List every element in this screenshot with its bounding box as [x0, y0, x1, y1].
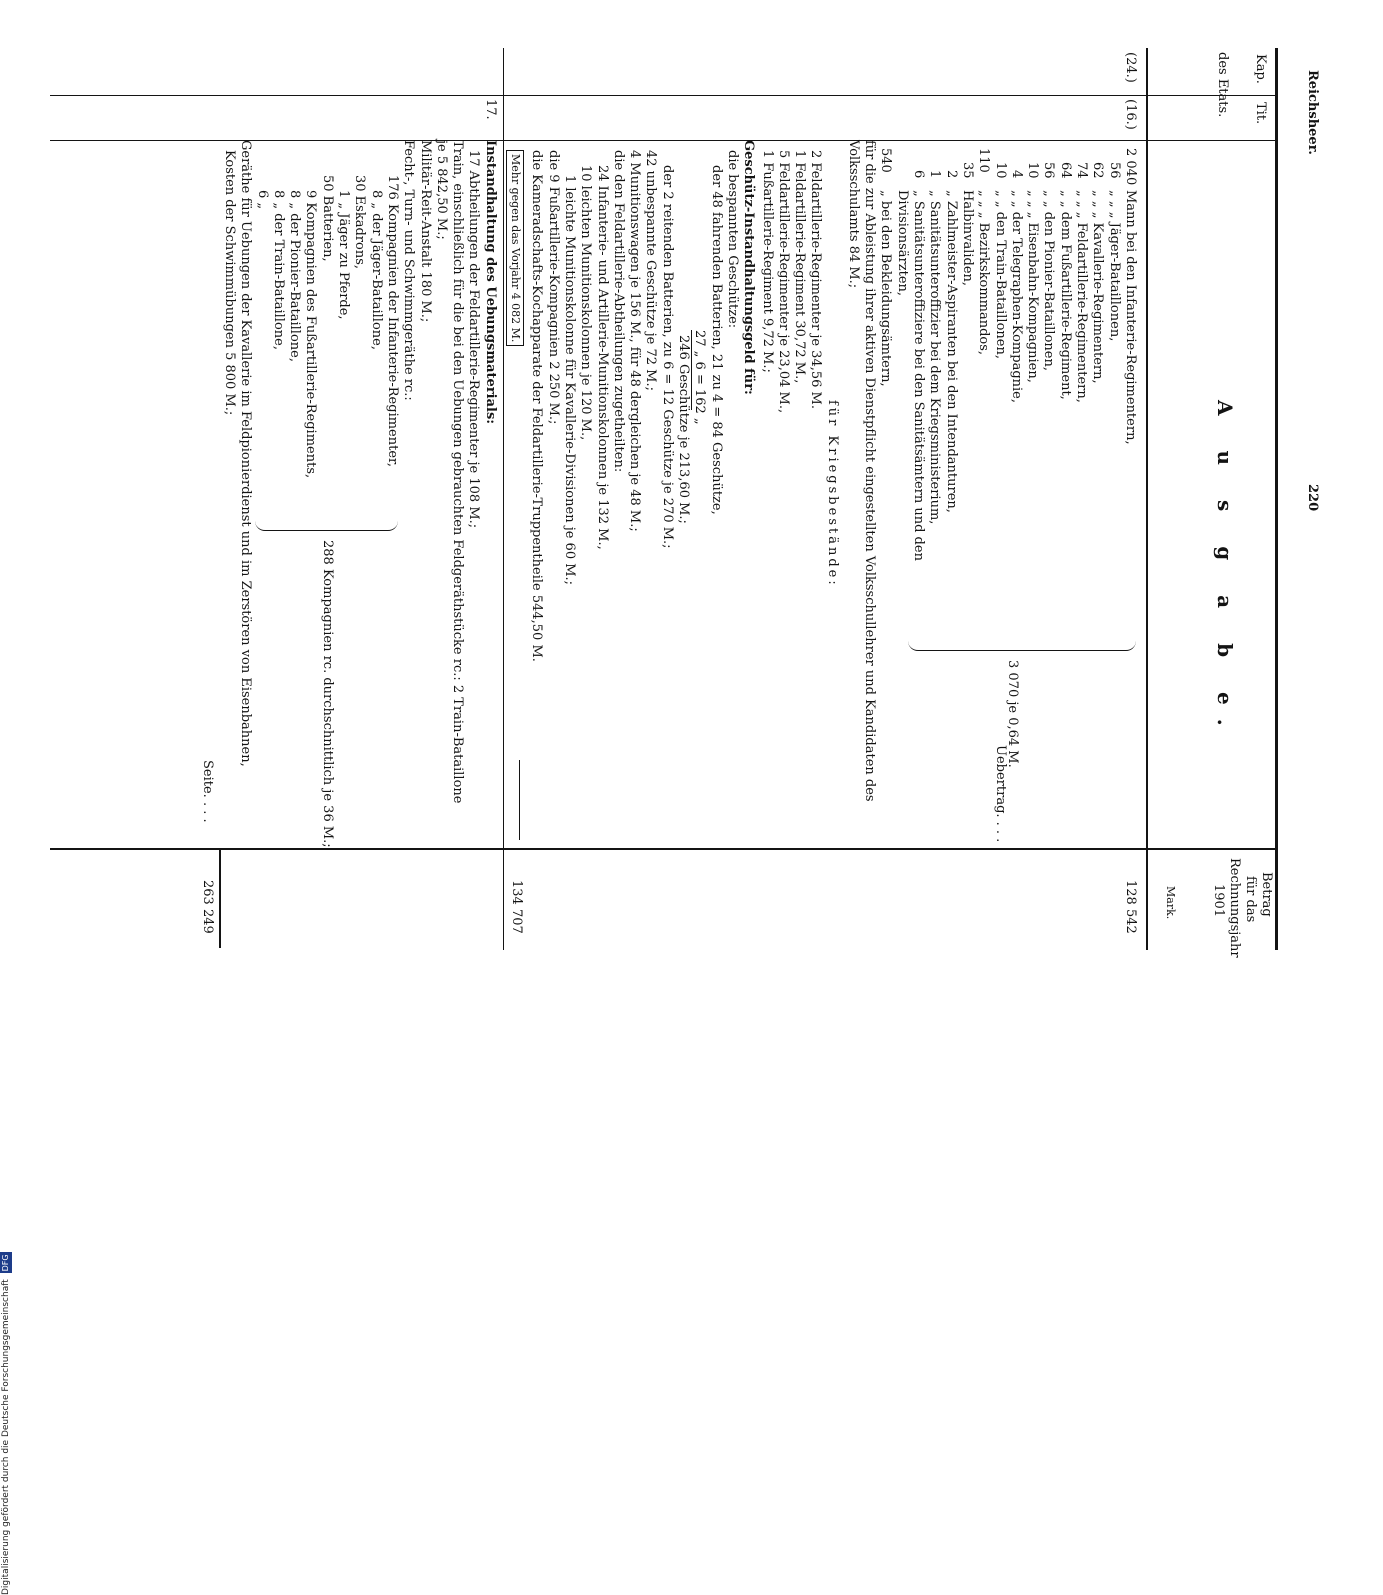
- rule: [1275, 48, 1278, 950]
- block16-footnote1: für die zur Ableistung ihrer aktiven Dienstpflicht eingestellten Volksschullehrer und Kandidaten des: [862, 140, 878, 802]
- block16-qty: 10: [992, 162, 1008, 179]
- block16-text: „ „ „ Eisenbahn-Kompagnien,: [1025, 190, 1041, 383]
- block16-qty: 62: [1090, 162, 1106, 179]
- block17-l4: Militär-Reit-Anstalt 180 M.;: [417, 140, 433, 323]
- kap-ref: (24.): [1123, 52, 1138, 83]
- block16-qty: 56: [1106, 162, 1122, 179]
- mehr-gegen-vorjahr: Mehr gegen das Vorjahr 4 082 M.: [506, 150, 524, 346]
- geschuetz-line1: der 48 fahrenden Batterien, 21 zu 4 = 84 Geschütze,: [708, 165, 724, 515]
- kriegsbestaende-line: 1 Fußartillerie-Regiment 9,72 M.;: [759, 150, 775, 373]
- block16-qty: 540: [878, 148, 894, 173]
- block16-qty: 1: [927, 170, 943, 179]
- geschuetz-sum: 246 Geschütze je 213,60 M.;: [676, 335, 692, 524]
- block17-l11: 9 Kompagnien des Fußartillerie-Regiments,: [303, 190, 319, 479]
- block17-l6: 176 Kompagnien der Infanterie-Regimenter,: [384, 175, 400, 467]
- block16-footnote2: Volksschulamts 84 M.;: [845, 140, 861, 289]
- rule: [519, 760, 521, 840]
- block16-text: „ bei den Bekleidungsämtern,: [878, 190, 894, 387]
- geschuetz-line4: 42 unbespannte Geschütze je 72 M.;: [643, 150, 659, 392]
- column-rule: [50, 95, 1278, 96]
- tit-ref: (16.): [1123, 99, 1138, 130]
- geschuetz-sub: die bespannten Geschütze:: [724, 150, 740, 329]
- geschuetz-line2: 27 „ 6 = 162 „: [692, 330, 708, 425]
- block16-text: „ „ „ Feldartillerie-Regimentern,: [1074, 190, 1090, 403]
- uebertrag-amount: 128 542: [1123, 880, 1138, 934]
- block17-heading: Instandhaltung des Uebungsmaterials:: [482, 140, 498, 425]
- block16-text: „ Zahlmeister-Aspiranten bei den Intendanturen,: [943, 190, 959, 513]
- kriegsbestaende-line: 2 Feldartillerie-Regimenter je 34,56 M.: [808, 150, 824, 409]
- brace: [908, 640, 1136, 651]
- block16-text: „ Sanitätsunteroffiziere bei den Sanitätsämtern und den: [911, 190, 927, 561]
- block16-qty: 2 040: [1123, 148, 1138, 186]
- header-tit: Tit.: [1253, 102, 1268, 125]
- header-betrag-4: 1901: [1211, 884, 1226, 918]
- block17-brace-note: 288 Kompagnien rc. durchschnittlich je 36 M.;: [319, 540, 335, 848]
- block16-text: Halbinvaliden,: [960, 190, 975, 287]
- block16-qty: 2: [943, 170, 959, 179]
- header-betrag-2: für das: [1243, 876, 1258, 923]
- block16-qty: 10: [1025, 162, 1041, 179]
- geschuetz-line6: die den Feldartillerie-Abtheilungen zugetheilten:: [610, 150, 626, 473]
- block17-l7: 8 „ der Jäger-Bataillone,: [368, 190, 384, 350]
- block17-l8: 30 Eskadrons,: [352, 175, 368, 270]
- block16-text: „ „ den Pionier-Bataillonen,: [1041, 190, 1057, 371]
- seite-label: Seite. . . .: [199, 760, 215, 823]
- geschuetz-line7: 24 Infanterie- und Artillerie-Munitionskolonnen je 132 M.,: [594, 165, 610, 550]
- header-betrag-1: Betrag: [1259, 872, 1274, 917]
- rule: [691, 330, 692, 410]
- header-kap: Kap.: [1253, 54, 1268, 84]
- uebertrag-label: Uebertrag. . . .: [993, 745, 1008, 843]
- block16-text: „ „ „ Jäger-Bataillonen,: [1106, 190, 1122, 342]
- tit-17: 17.: [482, 99, 498, 120]
- block17-l14: 6 „: [254, 190, 270, 210]
- dfg-credit: [0, 1200, 12, 1595]
- block16-text: Mann bei den Infanterie-Regimentern,: [1123, 190, 1138, 445]
- block16-qty: 64: [1057, 162, 1073, 179]
- section-title: A u s g a b e.: [1213, 400, 1237, 740]
- block16-qty: 4: [1008, 170, 1024, 179]
- block16-brace-note: 3 070 je 0,64 M.: [1004, 660, 1020, 768]
- rule: [503, 48, 504, 950]
- geschuetz-line8: 10 leichten Munitionskolonnen je 120 M.,: [578, 165, 594, 441]
- column-rule: [50, 848, 1278, 850]
- block16-qty: 56: [1041, 162, 1057, 179]
- geschuetz-heading: Geschütz-Instandhaltungsgeld für:: [741, 140, 757, 395]
- kriegsbestaende-line: 5 Feldartillerie-Regimenter je 23,04 M.,: [775, 150, 791, 414]
- kriegsbestaende-line: 1 Feldartillerie-Regiment 30,72 M.,: [792, 150, 808, 384]
- running-head: Reichsheer.: [1305, 70, 1320, 155]
- seite-amount: 263 249: [199, 880, 215, 934]
- block16-qty: 110: [976, 148, 992, 173]
- brace: [255, 520, 398, 531]
- dfg-credit-text: Digitalisierung gefördert durch die Deutsche Forschungsgemeinschaft: [1, 1279, 11, 1595]
- header-betrag-3: Rechnungsjahr: [1227, 858, 1242, 958]
- column-rule: [50, 140, 1278, 141]
- block17-l10: 50 Batterien,: [319, 175, 335, 262]
- geschuetz-line3: der 2 reitenden Batterien, zu 6 = 12 Geschütze je 270 M.;: [659, 165, 675, 549]
- block16-text: „ „ „ Kavallerie-Regimentern,: [1090, 190, 1106, 384]
- block16-qty: 74: [1074, 162, 1090, 179]
- block16-text: „ Sanitätsunteroffizier bei dem Kriegsministerium,: [927, 190, 943, 525]
- geschuetz-line9: 1 leichte Munitionskolonne für Kavallerie-Divisionen je 60 M.;: [561, 175, 577, 586]
- header-unit: Mark.: [1164, 886, 1177, 920]
- block17-l13: 8 „ der Train-Bataillone,: [270, 190, 286, 350]
- block17-l5: Fecht-, Turn- und Schwimmgeräthe rc.:: [401, 140, 417, 401]
- block16-text: „ „ der Telegraphen-Kompagnie,: [1008, 190, 1024, 404]
- subtotal-16: 134 707: [509, 880, 525, 934]
- block16-qty: 6: [911, 170, 927, 179]
- dfg-logo: DFG: [1, 1254, 10, 1272]
- page-number: 220: [1305, 484, 1320, 512]
- block17-l3: je 5 842,50 M.;: [433, 140, 449, 240]
- block17-l1: 17 Abtheilungen der Feldartillerie-Regimenter je 108 M.;: [466, 150, 482, 529]
- block17-l12: 8 „ der Pionier-Bataillone,: [287, 190, 303, 362]
- geschuetz-line5: 4 Munitionswagen je 156 M., für 48 dergleichen je 48 M.;: [627, 150, 643, 532]
- block17-l9: 1 „ Jäger zu Pferde,: [336, 190, 352, 320]
- block16-text: „ „ den Train-Bataillonen,: [992, 190, 1008, 359]
- block17-l15: Geräthe für Uebungen der Kavallerie im Feldpionierdienst und im Zerstören von Eisenbahnen,: [238, 140, 254, 767]
- geschuetz-line11: die Kameradschafts-Kochapparate der Feldartillerie-Truppentheile 544,50 M.: [529, 150, 545, 662]
- block17-l16: Kosten der Schwimmübungen 5 800 M.;: [221, 150, 237, 416]
- header-des-etats: des Etats.: [1215, 52, 1230, 118]
- block16-qty: 35: [960, 162, 975, 179]
- geschuetz-line10: die 9 Fußartillerie-Kompagnien 2 250 M.;: [545, 150, 561, 425]
- block16-text: Divisionsärzten,: [894, 190, 910, 297]
- rule: [1146, 48, 1148, 950]
- block17-l2: Train, einschließlich für die bei den Uebungen gebrauchten Feldgeräthstücke rc.: 2 Train-Bataillone: [450, 140, 466, 804]
- rule: [219, 848, 221, 948]
- block16-text: „ „ dem Fußartillerie-Regiment,: [1057, 190, 1073, 400]
- kriegsbestaende-heading: für Kriegsbestände:: [824, 400, 840, 588]
- block16-text: „ „ „ Bezirkskommandos,: [976, 190, 992, 356]
